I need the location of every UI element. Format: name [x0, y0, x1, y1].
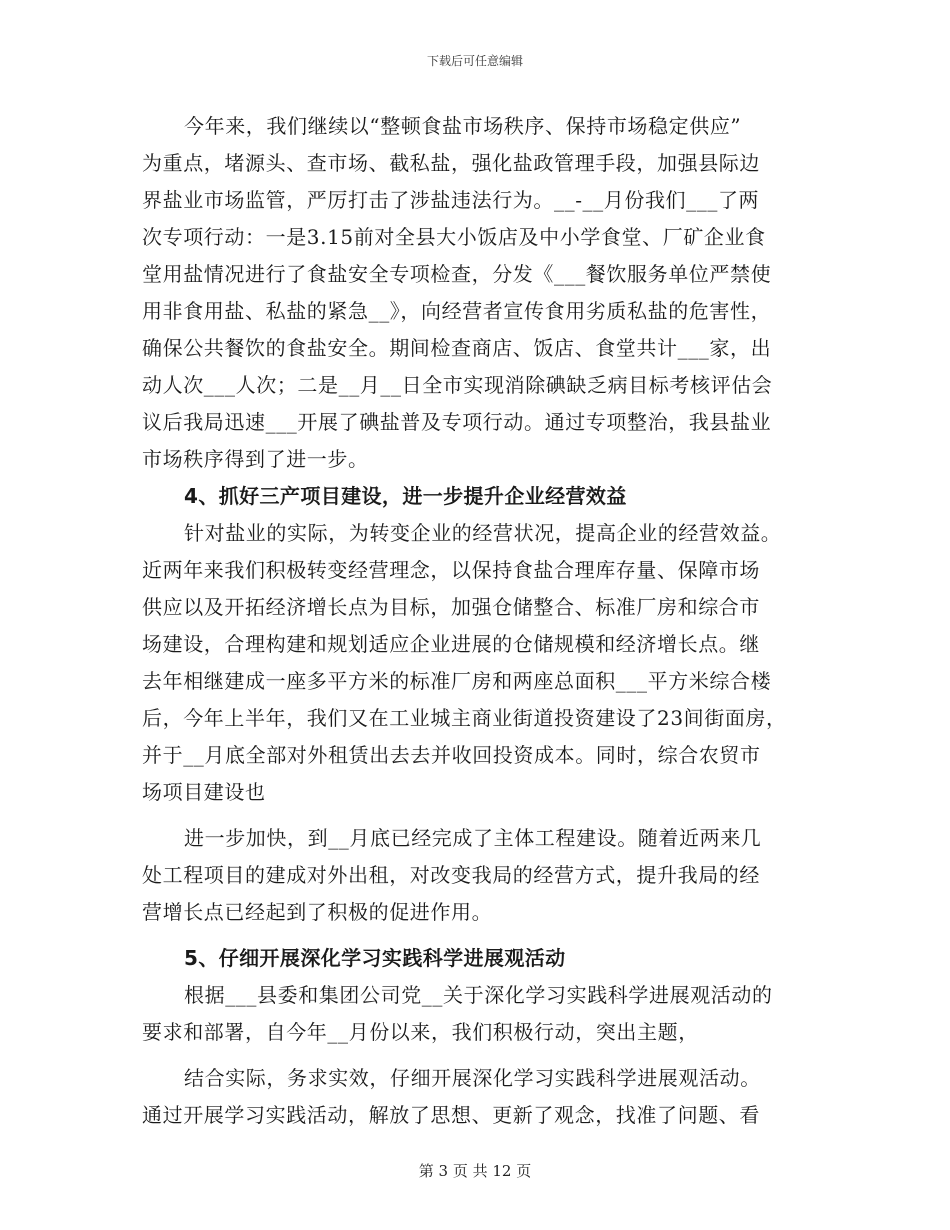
paragraph-line: 用非食用盐、私盐的紧急__》，向经营者宣传食用劣质私盐的危害性， [142, 299, 772, 323]
page-header-note: 下载后可任意编辑 [426, 54, 523, 68]
paragraph-line: 议后我局迅速___开展了碘盐普及专项行动。通过专项整治，我县盐业 [142, 410, 772, 434]
paragraph-line: 为重点，堵源头、查市场、截私盐，强化盐政管理手段，加强县际边 [142, 151, 760, 175]
paragraph-line: 堂用盐情况进行了食盐安全专项检查，分发《___餐饮服务单位严禁使 [142, 262, 772, 286]
paragraph-line: 并于__月底全部对外租赁出去去并收回投资成本。同时，综合农贸市 [142, 743, 761, 767]
paragraph-line: 根据___县委和集团公司党__关于深化学习实践科学进展观活动的 [184, 983, 773, 1007]
paragraph-line: 供应以及开拓经济增长点为目标，加强仓储整合、标准厂房和综合市 [142, 595, 760, 619]
paragraph-line: 确保公共餐饮的食盐安全。期间检查商店、饭店、食堂共计___家，出 [142, 336, 772, 360]
section-heading-5: 5、仔细开展深化学习实践科学进展观活动 [184, 946, 566, 970]
paragraph-line: 动人次___人次；二是__月__日全市实现消除碘缺乏病目标考核评估会 [142, 373, 773, 397]
paragraph-line: 结合实际，务求实效，仔细开展深化学习实践科学进展观活动。 [184, 1066, 761, 1090]
paragraph-line: 近两年来我们积极转变经营理念，以保持食盐合理库存量、保障市场 [142, 558, 760, 582]
paragraph-gap [142, 811, 810, 820]
paragraph-line: 去年相继建成一座多平方米的标准厂房和两座总面积___平方米综合楼 [142, 669, 772, 693]
paragraph-line: 通过开展学习实践活动，解放了思想、更新了观念，找准了问题、看 [142, 1103, 760, 1127]
paragraph-line: 针对盐业的实际，为转变企业的经营状况，提高企业的经营效益。 [184, 521, 782, 545]
paragraph-line: 处工程项目的建成对外出租，对改变我局的经营方式，提升我局的经 [142, 863, 760, 887]
section-heading-4: 4、抓好三产项目建设，进一步提升企业经营效益 [184, 484, 627, 508]
page-number-footer: 第 3 页 共 12 页 [418, 1162, 532, 1180]
paragraph-line: 次专项行动：一是3.15前对全县大小饭店及中小学食堂、厂矿企业食 [142, 225, 766, 249]
paragraph-gap [142, 931, 810, 940]
paragraph-gap [142, 1051, 810, 1060]
paragraph-line: 场建设，合理构建和规划适应企业进展的仓储规模和经济增长点。继 [142, 632, 760, 656]
paragraph-line: 进一步加快，到__月底已经完成了主体工程建设。随着近两来几 [184, 826, 762, 850]
paragraph-line: 界盐业市场监管，严厉打击了涉盐违法行为。__-__月份我们___了两 [142, 188, 760, 212]
paragraph-line: 后，今年上半年，我们又在工业城主商业街道投资建设了23间街面房， [142, 706, 787, 730]
paragraph-line: 场项目建设也 [142, 780, 266, 804]
paragraph-line: 要求和部署，自今年__月份以来，我们积极行动，突出主题， [142, 1020, 699, 1044]
paragraph-line: 营增长点已经起到了积极的促进作用。 [142, 900, 493, 924]
paragraph-line: 市场秩序得到了进一步。 [142, 447, 369, 471]
paragraph-line: 今年来，我们继续以“整顿食盐市场秩序、保持市场稳定供应” [184, 114, 742, 138]
document-body [142, 108, 810, 1134]
